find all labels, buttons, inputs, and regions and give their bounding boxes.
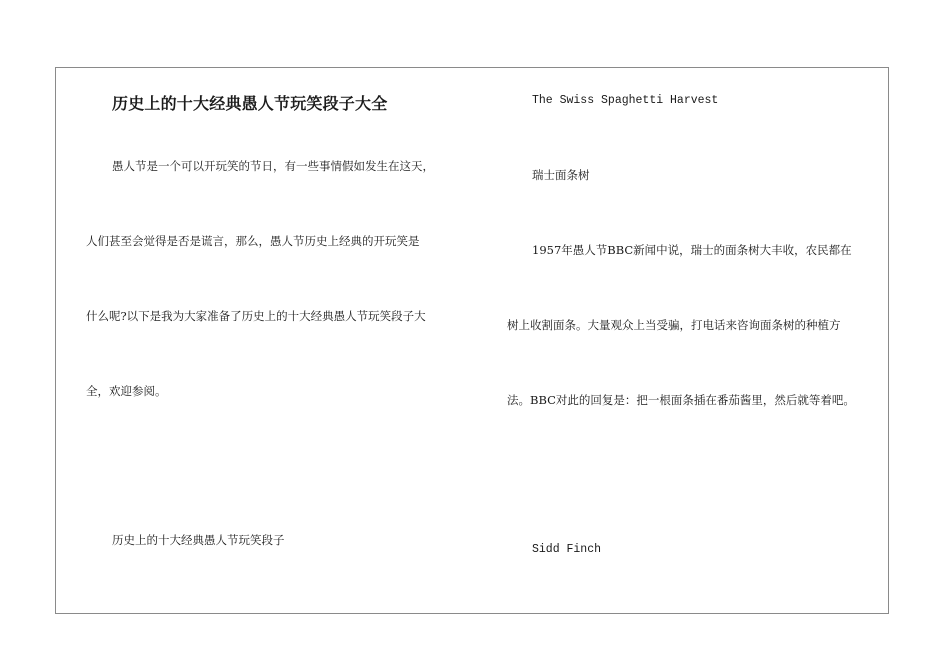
document-title: 历史上的十大经典愚人节玩笑段子大全 [112,94,388,113]
story-english-title: The Swiss Spaghetti Harvest [532,94,719,107]
intro-line-3: 什么呢?以下是我为大家准备了历史上的十大经典愚人节玩笑段子大 [86,309,426,323]
next-story-heading: Sidd Finch [532,543,602,556]
story-body-line-2: 树上收割面条。大量观众上当受骗，打电话来咨询面条树的种植方 [507,318,841,332]
intro-line-1: 愚人节是一个可以开玩笑的节日，有一些事情假如发生在这天， [112,159,434,173]
intro-line-4: 全，欢迎参阅。 [86,384,167,398]
story-chinese-title: 瑞士面条树 [532,168,590,182]
intro-line-2: 人们甚至会觉得是否是谎言，那么，愚人节历史上经典的开玩笑是 [86,234,420,248]
section-heading-top-ten: 历史上的十大经典愚人节玩笑段子 [112,533,285,547]
story-body-line-1: 1957年愚人节BBC新闻中说，瑞士的面条树大丰收，农民都在 [532,243,852,257]
page-border [55,67,889,614]
story-body-line-3: 法。BBC对此的回复是：把一根面条插在番茄酱里，然后就等着吧。 [507,393,855,407]
